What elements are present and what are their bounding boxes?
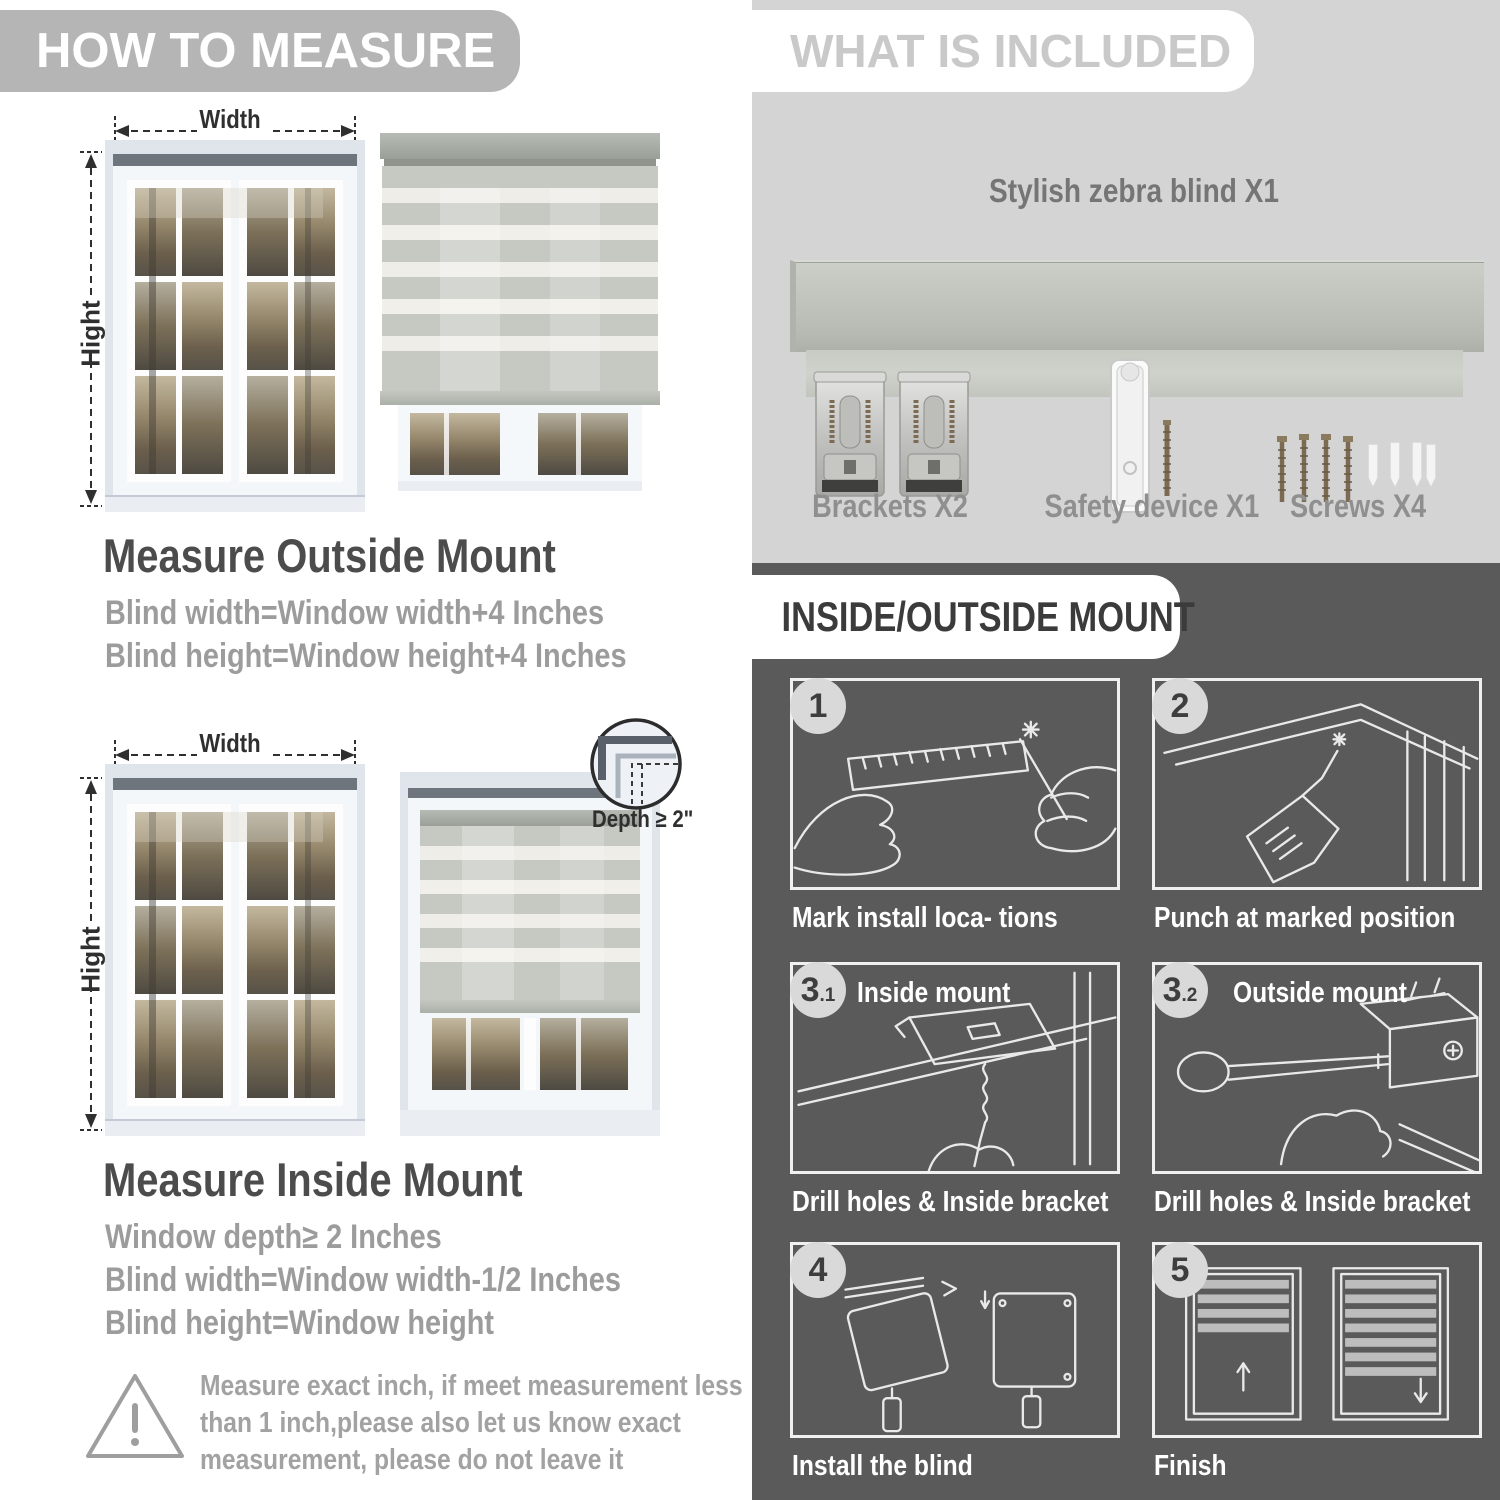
zebra-blind-label: Stylish zebra blind X1 <box>989 172 1279 209</box>
zebra-blind-headrail-image <box>790 260 1484 352</box>
blind-photo-outside <box>380 133 660 493</box>
step-4-number-badge <box>790 1242 846 1298</box>
measure-inside-title: Measure Inside Mount <box>103 1153 523 1206</box>
step-number: 3 <box>800 970 820 1009</box>
step-number: 4 <box>808 1250 828 1289</box>
height-label-outside: Hight <box>75 300 106 367</box>
step-number: 3 <box>1162 970 1182 1009</box>
warning-triangle-icon <box>82 1366 188 1466</box>
step-2-number-badge <box>1152 678 1208 734</box>
brackets-label: Brackets X2 <box>812 488 968 524</box>
step-4-caption: Install the blind <box>792 1450 973 1482</box>
how-to-measure-header-badge <box>0 10 520 92</box>
depth-callout-magnifier <box>588 716 684 812</box>
measure-outside-title: Measure Outside Mount <box>103 529 556 582</box>
mount-title: INSIDE/OUTSIDE MOUNT <box>781 593 1195 640</box>
measure-inside-line1: Window depth≥ 2 Inches <box>105 1218 442 1256</box>
step-3-2-caption: Drill holes & Inside bracket <box>1154 1186 1471 1218</box>
measure-inside-line2: Blind width=Window width-1/2 Inches <box>105 1261 621 1299</box>
mount-header-badge <box>752 575 1195 659</box>
step-number-suffix: .2 <box>1181 985 1198 1006</box>
how-to-measure-title: HOW TO MEASURE <box>36 24 496 78</box>
step-number: 1 <box>808 686 828 725</box>
step-2-caption: Punch at marked position <box>1154 902 1456 934</box>
step-5-caption: Finish <box>1154 1450 1227 1482</box>
step-number: 2 <box>1170 686 1190 725</box>
height-label-inside: Hight <box>75 926 106 993</box>
what-is-included-title: WHAT IS INCLUDED <box>790 25 1232 77</box>
step-number-suffix: .1 <box>819 985 836 1006</box>
measure-outside-line1: Blind width=Window width+4 Inches <box>105 594 605 632</box>
step-1-caption: Mark install loca- tions <box>792 902 1058 934</box>
width-label-outside: Width <box>199 104 261 134</box>
measure-inside-line3: Blind height=Window height <box>105 1304 495 1342</box>
step-3-2-title: Outside mount <box>1233 977 1407 1009</box>
step-5-number-badge <box>1152 1242 1208 1298</box>
safety-device-label: Safety device X1 <box>1044 488 1260 524</box>
step-3-1-panel <box>790 962 1120 1174</box>
step-3-1-caption: Drill holes & Inside bracket <box>792 1186 1109 1218</box>
step-1-panel <box>790 678 1120 890</box>
step-5-panel <box>1152 1242 1482 1438</box>
width-label-inside: Width <box>199 728 261 758</box>
step-3-2-number-badge <box>1152 962 1208 1018</box>
window-photo-inside <box>105 764 365 1136</box>
screws-label: Screws X4 <box>1290 488 1427 524</box>
step-1-number-badge <box>790 678 846 734</box>
step-4-panel <box>790 1242 1120 1438</box>
step-3-1-number-badge <box>790 962 846 1018</box>
window-photo-outside <box>105 140 365 512</box>
warning-line-3: measurement, please do not leave it <box>200 1444 624 1476</box>
warning-line-2: than 1 inch,please also let us know exact <box>200 1407 681 1439</box>
step-3-1-title: Inside mount <box>857 977 1011 1009</box>
depth-label: Depth ≥ 2" <box>592 806 694 833</box>
step-3-2-panel <box>1152 962 1482 1174</box>
step-number: 5 <box>1170 1250 1190 1289</box>
what-is-included-header-badge <box>752 10 1254 92</box>
step-2-panel <box>1152 678 1482 890</box>
measure-outside-line2: Blind height=Window height+4 Inches <box>105 637 627 675</box>
warning-line-1: Measure exact inch, if meet measurement less <box>200 1370 743 1402</box>
